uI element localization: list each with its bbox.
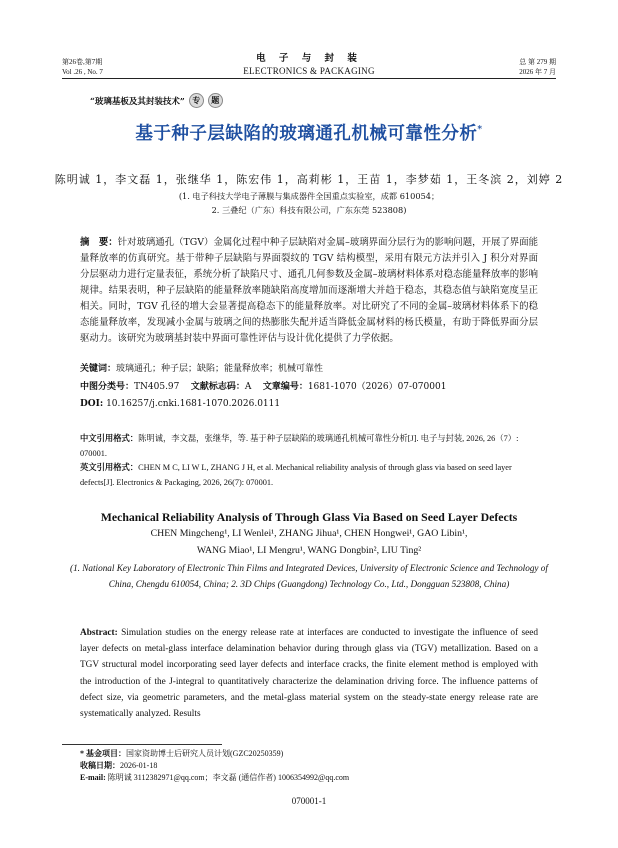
citation-en [80, 461, 538, 490]
funding-text: 国家资助博士后研究人员计划(GZC20250359) [126, 749, 284, 758]
doi-line [80, 398, 280, 411]
paper-title-en: Mechanical Reliability Analysis of Through Glass Via Based on Seed Layer Defects [100, 510, 518, 524]
paper-title-cn [0, 120, 618, 145]
title-footnote-mark: * [477, 125, 483, 136]
journal-name-cn: 电 子 与 封 装 [256, 53, 362, 64]
email-text: 陈明诚 3112382971@qq.com；李文磊 (通信作者) 1006354992@qq.com [107, 773, 350, 782]
authors-en-1: CHEN Mingcheng¹, LI Wenlei¹, ZHANG Jihua¹, CHEN Hongwei¹, GAO Libin¹, [150, 528, 468, 539]
keywords-cn [80, 363, 323, 376]
special-badge-2: 题 [208, 93, 223, 108]
abstract-en [80, 625, 538, 722]
volume-en: Vol .26 , No. 7 [62, 68, 103, 76]
issue-info [519, 57, 556, 77]
abstract-en-text: Simulation studies on the energy release rate at interfaces are conducted to investigate the influence of seed layer defects on metal-glass interface delamination behavior during through glass via (TGV) metallization. Based on a TGV structural model incorporating seed layer defects and interface cracks, the finite element method is employed with the introduction of the J-integral to quantitatively characterize the delamination driving force. The influence patterns of defect size, via geometric parameters, and the metal-glass material system on the steady-state energy release rate are systematically analyzed. Results [80, 628, 538, 720]
keywords-text: 玻璃通孔；种子层；缺陷；能量释放率；机械可靠性 [116, 364, 324, 374]
abstract-cn-label: 摘 要： [80, 237, 118, 248]
total-issue: 总 第 279 期 [519, 58, 556, 66]
citation-cn-label: 中文引用格式： [80, 434, 139, 443]
citation-cn [80, 432, 538, 461]
clc-value: TN405.97 [134, 382, 180, 392]
doi-value: 10.16257/j.cnki.1681-1070.2026.0111 [106, 399, 281, 409]
abstract-cn [80, 235, 538, 347]
funding-label: * 基金项目： [80, 749, 126, 758]
authors-cn: 陈明诚 1，李文磊 1，张继华 1，陈宏伟 1，高莉彬 1，王苗 1，李梦茹 1，王冬滨 2，刘婷 2 [54, 173, 564, 186]
footnote-rule [62, 744, 222, 745]
classification-line [80, 381, 446, 394]
article-no-value: 1681-1070（2026）07-070001 [307, 382, 447, 392]
citation-en-label: 英文引用格式： [80, 463, 139, 472]
citation-cn-text: 陈明诚，李文磊，张继华，等. 基于种子层缺陷的玻璃通孔机械可靠性分析[J]. 电子与封装, 2026, 26（7）: 070001. [80, 434, 519, 458]
affiliation-cn-2: 2. 三叠纪（广东）科技有限公司，广东东莞 523808) [211, 205, 407, 215]
received-value: 2026-01-18 [120, 761, 158, 770]
article-no-label: 文章编号： [262, 382, 308, 392]
abstract-cn-text: 针对玻璃通孔（TGV）金属化过程中种子层缺陷对金属–玻璃界面分层行为的影响问题，开展了界面能量释放率的仿真研究。基于带种子层缺陷与界面裂纹的 TGV 结构模型，采用有限元方法并引入 J 积分对界面分层驱动力进行定量表征，系统分析了缺陷尺寸、通孔几何参数及金属–玻璃材料体系对稳态能量释放率的影响规律。结果表明，种子层缺陷的能量释放率随缺陷高度增加而逐渐增大并趋于稳态，其稳态值与缺陷宽度呈正相关。同时，TGV 孔径的增大会显著提高稳态下的能量释放率。对比研究了不同的金属–玻璃材料体系下的稳态能量释放率，发现减小金属与玻璃之间的热膨胀失配并适当降低金属材料的杨氏模量，有助于降低界面分层驱动力。该研究为玻璃基封装中界面可靠性评估与设计优化提供了力学依据。 [80, 237, 538, 344]
received-label: 收稿日期： [80, 761, 120, 770]
received-date [80, 760, 157, 773]
affiliation-cn-1: (1. 电子科技大学电子薄膜与集成器件全国重点实验室，成都 610054； [178, 191, 440, 201]
keywords-label: 关键词： [80, 364, 117, 374]
special-column-label: “玻璃基板及其封装技术” [90, 96, 185, 107]
citation-en-text: CHEN M C, LI W L, ZHANG J H, et al. Mechanical reliability analysis of through glass via based on seed layer defects[J]. Electronics & Packaging, 2026, 26(7): 070001. [80, 463, 512, 487]
issue-date: 2026 年 7 月 [519, 68, 556, 76]
header-rule [62, 78, 556, 79]
doc-code-value: A [244, 382, 252, 392]
title-text: 基于种子层缺陷的玻璃通孔机械可靠性分析 [135, 124, 478, 144]
page-number: 070001-1 [291, 796, 327, 806]
abstract-en-label: Abstract: [80, 628, 118, 638]
volume-cn: 第26卷,第7期 [62, 58, 103, 66]
affiliation-en: (1. National Key Laboratory of Electronic Thin Films and Integrated Devices, University of Electronic Science and Technology of China, Chengdu 610054, China; 2. 3D Chips (Guangdong) Technology Co., Ltd., Dongguan 523808, China) [70, 563, 548, 589]
doi-label: DOI: [80, 399, 104, 409]
journal-name-en: ELECTRONICS & PACKAGING [243, 66, 375, 76]
special-badge-1: 专 [189, 93, 204, 108]
authors-en-2: WANG Miao¹, LI Mengru¹, WANG Dongbin², LIU Ting² [196, 545, 422, 556]
email-line [80, 772, 349, 785]
email-label: E-mail: [80, 773, 106, 782]
doc-code-label: 文献标志码： [190, 382, 245, 392]
special-column-tag [90, 93, 223, 108]
funding-note [80, 748, 283, 761]
clc-label: 中图分类号： [80, 382, 135, 392]
